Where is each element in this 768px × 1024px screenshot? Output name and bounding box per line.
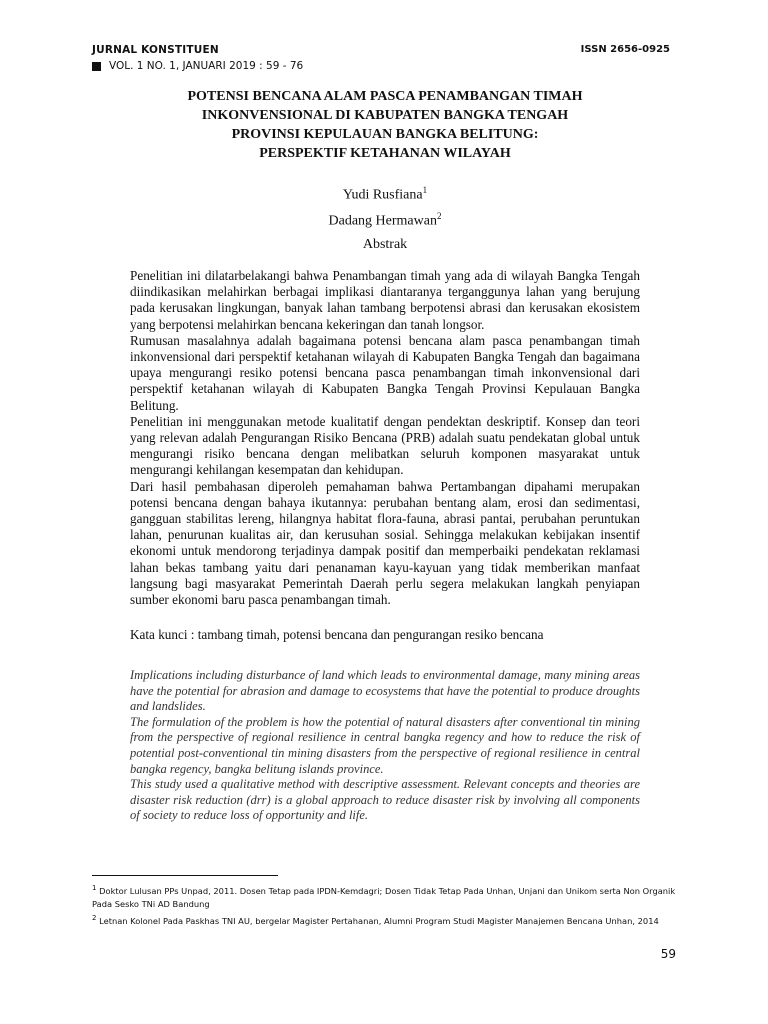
page-number: 59 [660, 947, 676, 961]
footnote [92, 882, 682, 912]
keywords: Kata kunci : tambang timah, potensi bencana dan pengurangan resiko bencana [130, 627, 544, 642]
footnote-divider [92, 875, 278, 876]
volume-text: VOL. 1 NO. 1, JANUARI 2019 : 59 - 76 [109, 60, 304, 72]
author-footnote-mark: 1 [422, 185, 428, 195]
english-paragraph: Implications including disturbance of land which leads to environmental damage, many mining areas have the potential for abrasion and damage to ecosystems that have the potential to produce droughts and landslides. [130, 668, 640, 714]
title-line: PROVINSI KEPULAUAN BANGKA BELITUNG: [231, 127, 539, 142]
issn-label: ISSN 2656-0925 [580, 44, 670, 55]
footnotes [92, 882, 682, 928]
paper-title [100, 87, 670, 163]
square-bullet-icon [92, 62, 101, 71]
abstract-paragraph: Dari hasil pembahasan diperoleh pemahaman bahwa Pertambangan dipahami merupakan potensi bencana dengan bahaya ikutannya: perubahan bentang alam, erosi dan sedimentasi, gangguan stabilitas lereng, hilangnya habitat flora-fauna, abrasi pantai, perubahan peruntukan lahan, penurunan kualitas air, dan kerusuhan sosial. Sehingga melakukan kebijakan insentif ekonomi untuk mendorong terjadinya dampak positif dan memperbaiki pendekatan reklamasi lahan bekas tambang yaitu dari penanaman kayu-kayuan yang tidak memberikan manfaat langsung bagi masyarakat Pemerintah Daerah perlu segera melakukan langkah penyiapan sumber ekonomi baru pasca penambangan timah. [130, 478, 640, 608]
footnote-mark: 1 [92, 884, 97, 892]
title-line: PERSPEKTIF KETAHANAN WILAYAH [259, 146, 511, 161]
footnote-mark: 2 [92, 913, 97, 922]
footnote [92, 912, 682, 928]
footnote-text: Letnan Kolonel Pada Paskhas TNI AU, bergelar Magister Pertahanan, Alumni Program Studi Magister Manajemen Bencana Unhan, 2014 [99, 915, 659, 926]
english-abstract [130, 668, 640, 824]
author [100, 206, 670, 232]
volume-line [92, 60, 303, 72]
author [100, 180, 670, 206]
abstract-paragraph: Rumusan masalahnya adalah bagaimana potensi bencana alam pasca penambangan timah inkonvensional dari perspektif ketahanan wilayah di Kabupaten Bangka Tengah dan bagaimana upaya mengurangi resiko potensi bencana pasca penambangan timah inkonvensional dari perspektif ketahanan wilayah di Kabupaten Bangka Tengah Provinsi Kepulauan Bangka Belitung. [130, 332, 640, 413]
title-line: INKONVENSIONAL DI KABUPATEN BANGKA TENGAH [201, 108, 569, 123]
english-paragraph: This study used a qualitative method with descriptive assessment. Relevant concepts and theories are disaster risk reduction (drr) is a global approach to reduce disaster risk by involving all components of society to reduce loss of opportunity and life. [130, 777, 640, 823]
journal-name: JURNAL KONSTITUEN [92, 44, 219, 56]
author-name: Dadang Hermawan [328, 213, 437, 229]
abstract-heading: Abstrak [362, 237, 408, 252]
author-list [100, 180, 670, 231]
abstract-paragraph: Penelitian ini menggunakan metode kualitatif dengan pendektan deskriptif. Konsep dan teori yang relevan adalah Pengurangan Risiko Bencana (PRB) adalah suatu pendekatan global untuk mengurangi risiko bencana dengan melibatkan seluruh komponen masyarakat untuk mengurangi kehilangan kesempatan dan kehidupan. [130, 413, 640, 478]
footnote-text: Doktor Lulusan PPs Unpad, 2011. Dosen Tetap pada IPDN-Kemdagri; Dosen Tidak Tetap Pada Unhan, Unjani dan Unikom serta Non Organik Pada Sesko TNi AD Bandung [92, 885, 676, 910]
author-name: Yudi Rusfiana [342, 187, 423, 203]
english-paragraph: The formulation of the problem is how the potential of natural disasters after conventional tin mining from the perspective of regional resilience in central bangka regency and how to reduce the risk of potential post-conventional tin mining disasters from the perspective of regional resilience in central bangka regency, bangka belitung islands province. [130, 714, 640, 776]
abstract-body [130, 268, 640, 608]
abstract-paragraph: Penelitian ini dilatarbelakangi bahwa Penambangan timah yang ada di wilayah Bangka Tengah diindikasikan melahirkan berbagai implikasi diantaranya terganggunya lahan yang berujung pada kerusakan lingkungan, banyak lahan tambang berpotensi abrasi dan kerusakan ekosistem yang berpotensi melahirkan bencana kekeringan dan tanah longsor. [130, 268, 640, 332]
author-footnote-mark: 2 [436, 210, 442, 221]
title-line: POTENSI BENCANA ALAM PASCA PENAMBANGAN TIMAH [187, 89, 583, 104]
